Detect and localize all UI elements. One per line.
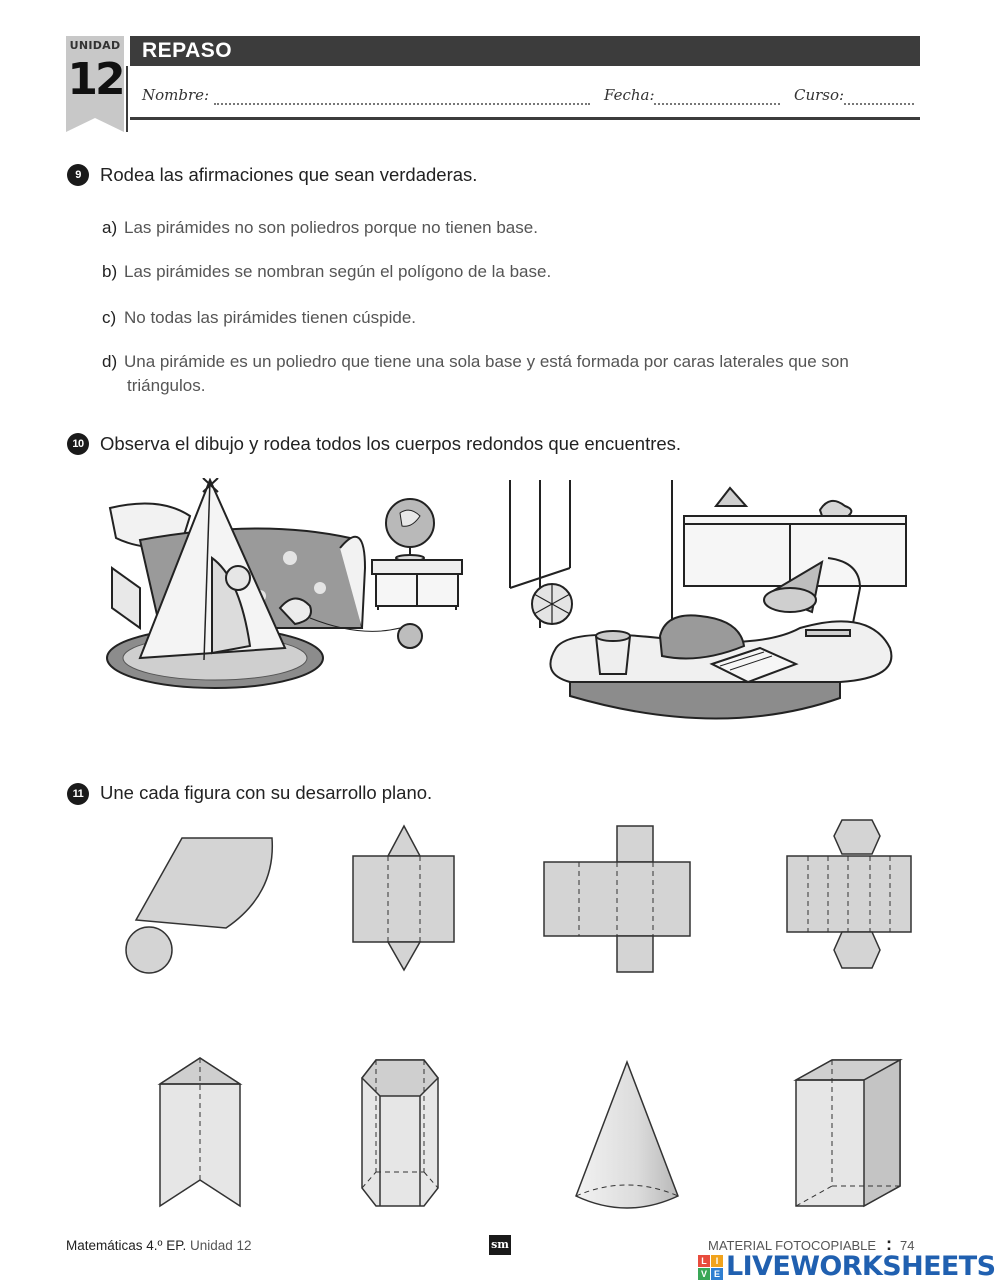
globe	[386, 499, 434, 561]
yarn-ball	[398, 624, 422, 648]
footer-material: MATERIAL FOTOCOPIABLE	[708, 1238, 877, 1253]
date-field[interactable]	[654, 103, 780, 105]
option-b-text[interactable]: Las pirámides se nombran según el polígono de la base.	[124, 262, 552, 281]
option-a-text[interactable]: Las pirámides no son poliedros porque no tienen base.	[124, 218, 538, 237]
option-d-text[interactable]	[124, 350, 924, 398]
triangular-prism-net[interactable]	[350, 824, 456, 972]
header-divider	[126, 66, 128, 132]
course-label: Curso:	[794, 86, 845, 104]
exercise-number-10: 10	[67, 433, 89, 455]
unit-badge	[66, 36, 124, 132]
cone-net[interactable]	[122, 834, 276, 976]
pencil-cup	[596, 631, 630, 674]
exercise-number-11: 11	[67, 783, 89, 805]
room-illustration	[100, 478, 920, 740]
rectangular-prism-solid[interactable]	[792, 1056, 904, 1212]
footer-separator: :	[886, 1234, 892, 1254]
option-d-line1: Una pirámide es un poliedro que tiene una sola base y está formada por caras laterales que son	[124, 352, 849, 371]
name-label: Nombre:	[142, 86, 210, 104]
header-underline	[130, 117, 920, 120]
publisher-logo: sm	[489, 1235, 511, 1255]
page-title: REPASO	[142, 39, 233, 62]
pencil	[806, 630, 850, 636]
option-c-letter: c)	[102, 308, 117, 327]
lw-letter-e: E	[711, 1268, 723, 1280]
exercise-10-title: Observa el dibujo y rodea todos los cuerpos redondos que encuentres.	[100, 433, 682, 454]
lw-letter-i: I	[711, 1255, 723, 1267]
liveworksheets-wordmark: LIVEWORKSHEETS	[726, 1251, 996, 1282]
footer-book-info	[66, 1238, 252, 1253]
hexagonal-prism-net[interactable]	[784, 818, 914, 970]
unit-label: UNIDAD	[69, 39, 121, 52]
hexagonal-prism-solid[interactable]	[358, 1056, 442, 1212]
option-c-text[interactable]: No todas las pirámides tienen cúspide.	[124, 308, 416, 327]
unit-number: 12	[67, 54, 123, 105]
exercise-9-title: Rodea las afirmaciones que sean verdaderas.	[100, 164, 478, 185]
page-number: 74	[900, 1238, 915, 1253]
cone-solid[interactable]	[572, 1060, 682, 1214]
exercise-number-9: 9	[67, 164, 89, 186]
cube-net[interactable]	[541, 824, 693, 974]
option-d-letter: d)	[102, 352, 118, 371]
date-label: Fecha:	[604, 86, 655, 104]
triangular-prism-solid[interactable]	[156, 1056, 244, 1212]
option-d-line2: triángulos.	[127, 376, 206, 395]
liveworksheets-icon	[698, 1255, 724, 1281]
beach-ball	[532, 584, 572, 624]
small-cabinet	[372, 560, 462, 610]
course-field[interactable]	[844, 103, 914, 105]
option-a-letter: a)	[102, 218, 118, 237]
option-b-letter: b)	[102, 262, 118, 281]
lw-letter-v: V	[698, 1268, 710, 1280]
liveworksheets-logo[interactable]	[698, 1252, 998, 1284]
lw-letter-l: L	[698, 1255, 710, 1267]
footer-book: Matemáticas 4.º EP.	[66, 1238, 187, 1253]
exercise-11-title: Une cada figura con su desarrollo plano.	[100, 782, 433, 803]
title-bar	[130, 36, 920, 66]
wall-cupboard	[684, 488, 906, 586]
name-field[interactable]	[214, 103, 590, 105]
footer-unit: Unidad 12	[190, 1238, 252, 1253]
